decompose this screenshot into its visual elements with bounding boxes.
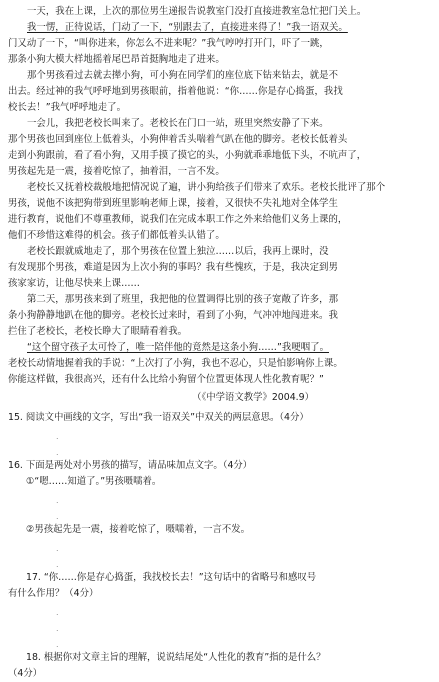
answer-blank[interactable]: . [56,640,59,649]
question-16: 16. 下面是两处对小男孩的描写，请品味加点文字。（4分） [8,460,253,471]
passage-line: 我一愣，正待说话，门动了一下，“别跟去了，直接进来得了！”我一语双关。 [27,22,348,33]
passage-line: 一会儿，我把老校长叫来了。老校长在门口一站，班里突然安静了下来。 [27,118,329,129]
question-16-part-1: ①“嗯……知道了。”男孩嗫嚅着。 [26,476,162,487]
passage-line: 老校长跟就威地走了，那个男孩在位置上独泣……以后，我再上课时，没 [27,246,329,257]
passage-line: 老校长动情地握着我的手说：“上次打了小狗，我也不忍心，只是怕影响你上课。 [8,358,343,369]
answer-blank[interactable]: . [56,624,59,633]
passage-line: 走到小狗跟前，看了看小狗，又用手摸了摸它的头，小狗就乖乖地低下头，不吭声了， [8,150,367,161]
passage-line: 进行教育，说他们不尊重教师，说我们在完成本职工作之外来给他们义务上课的， [8,214,348,225]
passage-line: 你能这样做，我很高兴，还有什么比给小狗留个位置更体现人性化教育呢？” [8,374,324,385]
passage-line: 那条小狗大模大样地摇着尾巴昂首挺胸地走了进来。 [8,54,225,65]
passage-line: 一天，我在上课，上次的那位男生递报告说教室门没打直接进教室急忙把门关上。 [27,6,367,17]
passage-line: 那个男孩也回到座位上低着头，小狗伸着舌头喘着气趴在他的脚旁。老校长低着头 [8,134,348,145]
passage-line: 第二天，那男孩来到了班里，我把他的位置调得比别的孩子宽敞了许多，那 [27,294,339,305]
question-15: 15. 阅读文中画线的文字，写出“我一语双关”中双关的两层意思。（4分） [8,412,309,423]
passage-line: 出去。经过神的我气呼呼地到男孩眼前，指着他说：“你……你是存心捣蛋，我找 [8,86,343,97]
passage-line: 拦住了老校长，老校长睁大了眼睛看着我。 [8,326,188,337]
answer-blank[interactable]: . [56,496,59,505]
passage-line: 老校长又抚着校裁般地把情况说了遍，讲小狗给孩子们带来了欢乐。老校长批评了那个 [27,182,386,193]
document-page [8,4,432,682]
question-17-line-1: 17. “你……你是存心捣蛋，我找校长去！”这句话中的省略号和感叹号 [26,572,317,583]
passage-line: 孩家家访，让他尽快来上课…… [8,278,140,289]
answer-blank[interactable]: . [56,432,59,441]
question-18-line-1: 18. 根据你对文章主旨的理解，说说结尾处“人性化的教育”指的是什么？ [26,652,326,663]
question-16-part-2: ②男孩起先是一震，接着吃惊了，嗫嚅着，一言不发。 [26,524,251,535]
reading-passage [8,4,432,388]
passage-line: 门又动了一下，“叫你进来，你怎么不进来呢？”我气哼哼打开门，吓了一跳， [8,38,329,49]
question-18-line-2: （4分） [8,668,43,679]
passage-line: 男孩起先是一震，接着吃惊了，抽着泪，一言不发。 [8,166,225,177]
passage-line: 男孩，说他不该把狗带到班里影响老师上课，接着，又很快不失礼地对全体学生 [8,198,338,209]
passage-line: 有发现那个男孩，难道是因为上次小狗的事吗？我有些愧疚，于是，我决定到男 [8,262,338,273]
answer-blank[interactable]: . [56,512,59,521]
answer-blank[interactable]: . [56,560,59,569]
answer-blank[interactable]: . [56,448,59,457]
passage-line: “这个留守孩子太可怜了，唯一陪伴他的竟然是这条小狗……”我哽咽了。 [27,342,329,353]
answer-blank[interactable]: . [56,608,59,617]
answer-blank[interactable]: . [56,544,59,553]
passage-line: 条小狗静静地趴在他的脚旁。老校长过来时，看到了小狗，气冲冲地闯进来。我 [8,310,338,321]
passage-line: 校长去！”我气呼呼地走了。 [8,102,127,113]
question-17-line-2: 有什么作用？（4分） [8,588,99,599]
passage-line: 他们不珍惜这难得的机会。孩子们都低着头认错了。 [8,230,225,241]
passage-source: （《中学语文教学》2004.9） [192,392,314,403]
passage-line: 那个男孩看过去就去撵小狗，可小狗在同学们的座位底下钻来钻去，就是不 [27,70,339,81]
